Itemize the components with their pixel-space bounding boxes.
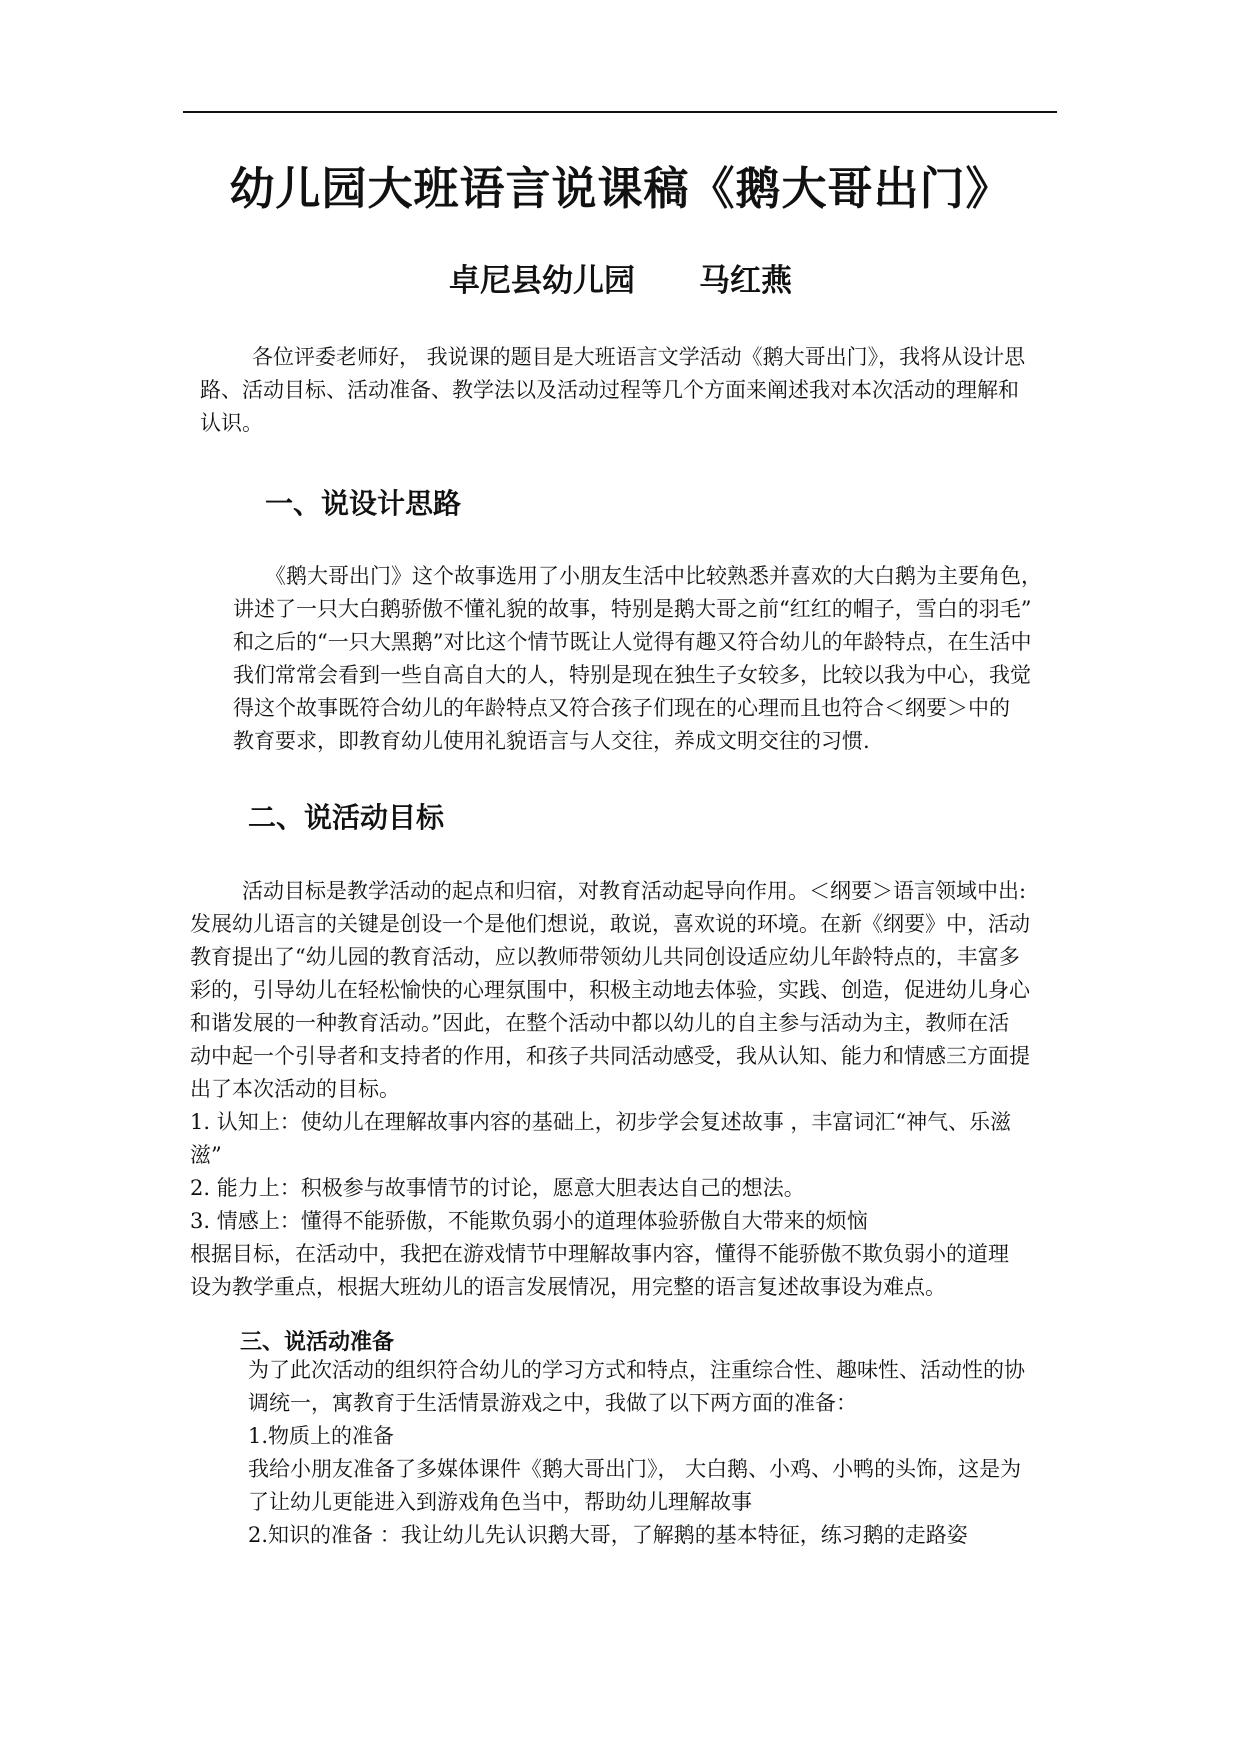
text-line: 为了此次活动的组织符合幼儿的学习方式和特点，注重综合性、趣味性、活动性的协 [248,1358,1025,1382]
header-rule [183,111,1057,113]
text-line: 认识。 [200,411,263,435]
text-line: 彩的，引导幼儿在轻松愉快的心理氛围中，积极主动地去体验，实践、创造，促进幼儿身心 [190,978,1030,1002]
text-line: 根据目标，在活动中，我把在游戏情节中理解故事内容，懂得不能骄傲不欺负弱小的道理 [190,1242,1009,1266]
text-line: 活动目标是教学活动的起点和归宿，对教育活动起导向作用。＜纲要＞语言领域中出: [242,879,1027,903]
text-line: 设为教学重点，根据大班幼儿的语言发展情况，用完整的语言复述故事设为难点。 [190,1275,946,1299]
section-design-paragraph [233,560,1042,758]
section-goals-paragraph [190,875,1030,1304]
text-line: 教育要求，即教育幼儿使用礼貌语言与人交往，养成文明交往的习惯. [233,729,870,753]
text-line: 2.知识的准备 ：我让幼儿先认识鹅大哥，了解鹅的基本特征，练习鹅的走路姿 [248,1523,968,1547]
text-line: 发展幼儿语言的关键是创设一个是他们想说，敢说，喜欢说的环境。在新《纲要》中，活动 [190,912,1030,936]
goal-item: 2. 能力上：积极参与故事情节的讨论，愿意大胆表达自己的想法。 [190,1176,805,1200]
section-preparation-paragraph [248,1354,1025,1552]
byline-author: 马红燕 [699,263,792,299]
text-line: 各位评委老师好， 我说课的题目是大班语言文学活动《鹅大哥出门》，我将从设计思 [252,345,1026,369]
text-line: 路、活动目标、活动准备、教学法以及活动过程等几个方面来阐述我对本次活动的理解和 [200,378,1019,402]
text-line: 《鹅大哥出门》这个故事选用了小朋友生活中比较熟悉并喜欢的大白鹅为主要角色， [265,564,1042,588]
section-heading-preparation: 三、说活动准备 [240,1330,395,1355]
goal-item-continued: 滋” [190,1143,222,1167]
text-line: 了让幼儿更能进入到游戏角色当中，帮助幼儿理解故事 [248,1490,752,1514]
text-line: 我们常常会看到一些自高自大的人，特别是现在独生子女较多，比较以我为中心，我觉 [233,663,1031,687]
text-line: 1.物质上的准备 [248,1424,395,1448]
text-line: 教育提出了“幼儿园的教育活动，应以教师带领幼儿共同创设适应幼儿年龄特点的，丰富多 [190,945,1020,969]
text-line: 得这个故事既符合幼儿的年龄特点又符合孩子们现在的心理而且也符合＜纲要＞中的 [233,696,1010,720]
text-line: 我给小朋友准备了多媒体课件《鹅大哥出门》， 大白鹅、小鸡、小鸭的头饰，这是为 [248,1457,1022,1481]
text-line: 调统一，寓教育于生活情景游戏之中，我做了以下两方面的准备： [248,1391,857,1415]
goal-item: 3. 情感上：懂得不能骄傲，不能欺负弱小的道理体验骄傲自大带来的烦恼 [190,1209,868,1233]
goal-item: 1. 认知上：使幼儿在理解故事内容的基础上，初步学会复述故事 ，丰富词汇“神气、乐滋 [190,1110,1012,1134]
intro-paragraph [200,341,1025,440]
byline [0,255,1241,300]
text-line: 讲述了一只大白鹅骄傲不懂礼貌的故事，特别是鹅大哥之前“红红的帽子，雪白的羽毛” [233,597,1032,621]
section-heading-design: 一、说设计思路 [265,487,462,520]
text-line: 动中起一个引导者和支持者的作用，和孩子共同活动感受，我从认知、能力和情感三方面提 [190,1044,1030,1068]
text-line: 出了本次活动的目标。 [190,1077,400,1101]
byline-school: 卓尼县幼儿园 [449,263,635,299]
text-line: 和谐发展的一种教育活动。”因此，在整个活动中都以幼儿的自主参与活动为主，教师在活 [190,1011,1010,1035]
text-line: 和之后的“一只大黑鹅”对比这个情节既让人觉得有趣又符合幼儿的年龄特点，在生活中 [233,630,1032,654]
document-title: 幼儿园大班语言说课稿《鹅大哥出门》 [229,162,1012,215]
section-heading-goals: 二、说活动目标 [248,801,445,834]
